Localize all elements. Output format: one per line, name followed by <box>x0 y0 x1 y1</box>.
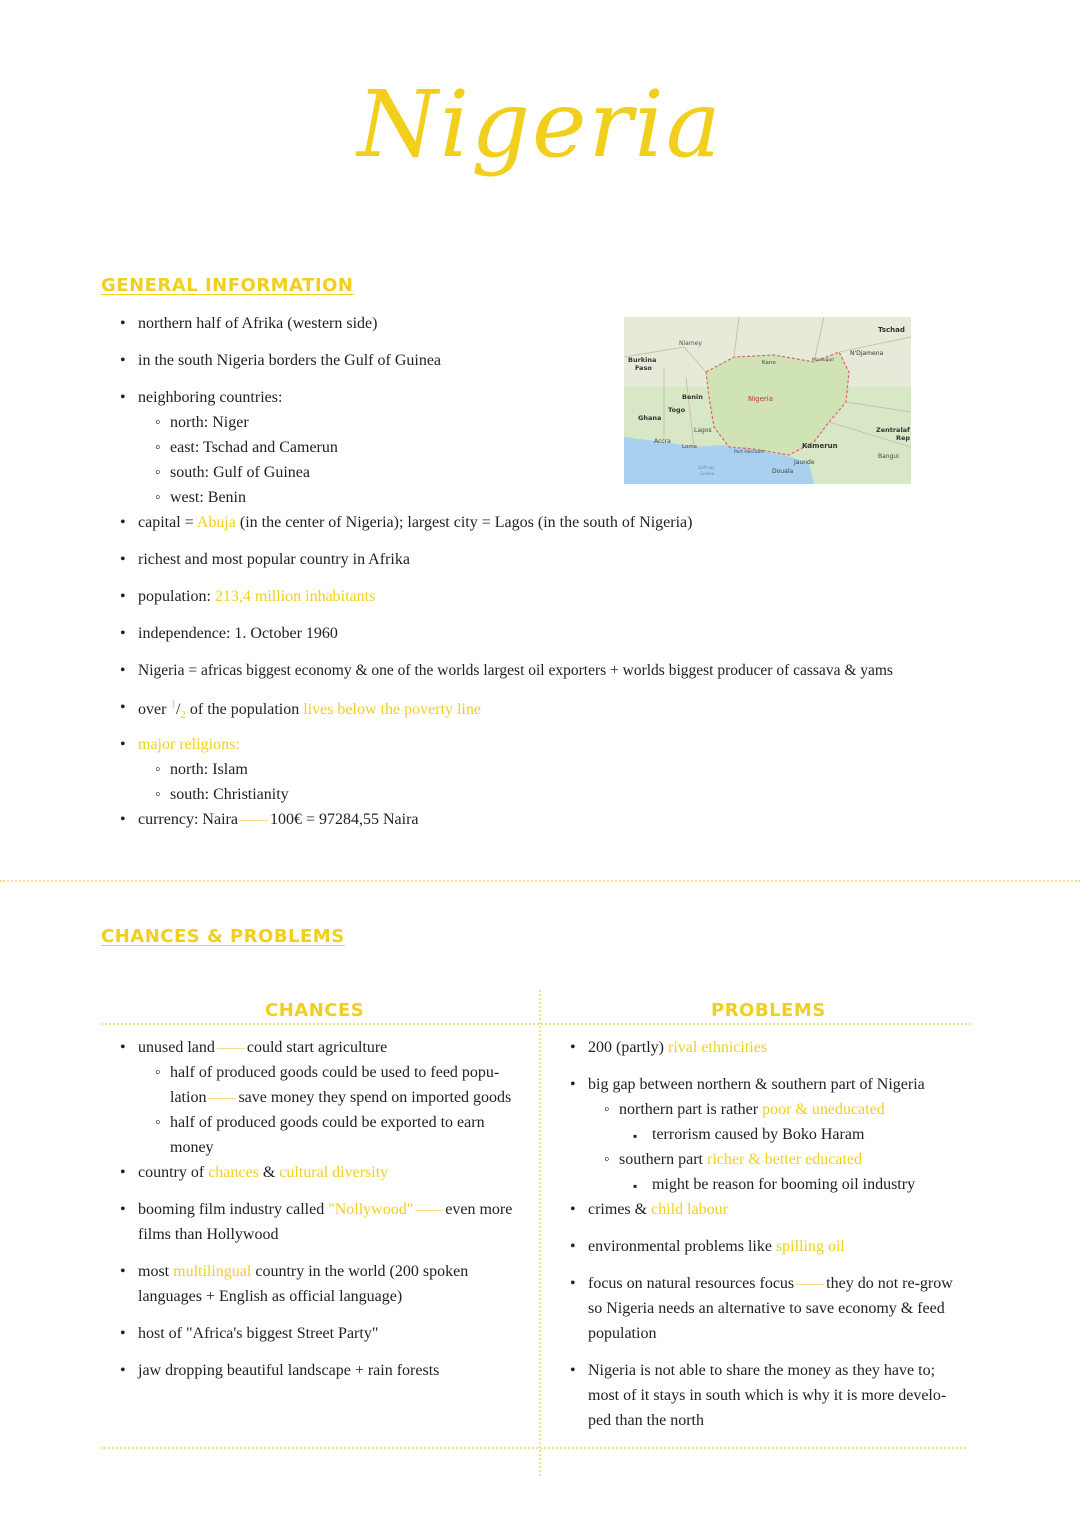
list-item: • jaw dropping beautiful landscape + rain forests <box>120 1362 439 1380</box>
list-item: • crimes & child labour <box>570 1201 728 1219</box>
section-divider <box>0 880 1080 882</box>
column-divider-vertical <box>539 990 541 1476</box>
map-label: Rep <box>896 434 911 442</box>
map-label: Nigeria <box>748 395 774 403</box>
chances-heading: CHANCES <box>265 1000 365 1021</box>
list-item: • unused land could start agriculture <box>120 1039 387 1057</box>
map-label: Niamey <box>679 340 702 347</box>
map-label: Faso <box>635 364 652 372</box>
list-item: • population: 213,4 million inhabitants <box>120 588 375 606</box>
list-item: ▪ might be reason for booming oil industry <box>633 1176 915 1194</box>
map-label: Togo <box>668 406 686 414</box>
column-divider-top <box>101 1023 971 1025</box>
list-item: • neighboring countries: <box>120 389 282 407</box>
page-title: Nigeria <box>357 71 723 178</box>
list-item: ▪ terrorism caused by Boko Haram <box>633 1126 864 1144</box>
list-item: • over $^1/_2$ of the population lives below the poverty line <box>120 699 481 722</box>
map-label: Guinea <box>700 471 715 476</box>
list-item-continuation: films than Hollywood <box>138 1226 279 1243</box>
list-item-continuation: ped than the north <box>588 1412 704 1429</box>
map-label: Burkina <box>628 356 657 364</box>
problems-heading: PROBLEMS <box>711 1000 826 1021</box>
chances-problems-heading: CHANCES & PROBLEMS <box>101 926 345 947</box>
map-label: Kano <box>762 360 776 366</box>
list-item: ◦ southern part richer & better educated <box>604 1151 862 1169</box>
map-label: Jaunde <box>794 459 815 466</box>
list-item: • host of "Africa's biggest Street Party" <box>120 1325 378 1343</box>
map-label: Kamerun <box>802 442 838 450</box>
list-item: • most multilingual country in the world (200 spoken <box>120 1263 468 1281</box>
map-label: Accra <box>654 438 671 445</box>
list-item: • environmental problems like spilling oil <box>570 1238 845 1256</box>
map-label: Benin <box>682 393 703 401</box>
list-item: • booming film industry called "Nollywood" even more <box>120 1201 512 1219</box>
list-item: ◦ east: Tschad and Camerun <box>155 439 338 457</box>
list-item: • richest and most popular country in Afrika <box>120 551 410 569</box>
list-item: • 200 (partly) rival ethnicities <box>570 1039 767 1057</box>
map-label: Bangui <box>878 453 899 460</box>
list-item: • major religions: <box>120 736 240 754</box>
list-item: • country of chances & cultural diversity <box>120 1164 388 1182</box>
map-label: Tschad <box>878 326 905 334</box>
list-item: ◦ west: Benin <box>155 489 246 507</box>
list-item: ◦ northern part is rather poor & uneducated <box>604 1101 885 1119</box>
map-label: N'Djamena <box>850 350 884 357</box>
column-divider-bottom <box>101 1447 966 1449</box>
map-label: Lome <box>682 444 698 450</box>
list-item-continuation: languages + English as official language) <box>138 1288 403 1305</box>
map-label: Ghana <box>638 414 662 422</box>
map-label: Port Harcourt <box>734 450 764 455</box>
list-item: • Nigeria is not able to share the money as they have to; <box>570 1362 935 1380</box>
list-item: • big gap between northern & southern part of Nigeria <box>570 1076 925 1094</box>
list-item: • focus on natural resources focus they do not re-grow <box>570 1275 953 1293</box>
list-item: ◦ half of produced goods could be used to feed popu- <box>155 1064 499 1082</box>
map-label: Golf von <box>698 465 715 470</box>
map-label: Douala <box>772 468 794 475</box>
list-item-continuation: money <box>170 1139 214 1156</box>
list-item: • northern half of Afrika (western side) <box>120 315 377 333</box>
map-label: Lagos <box>694 427 712 434</box>
nigeria-map <box>624 317 911 484</box>
list-item: • capital = Abuja (in the center of Nigeria); largest city = Lagos (in the south of Nigeria) <box>120 514 692 532</box>
map-label: Zentralaf <box>876 426 910 434</box>
list-item: • in the south Nigeria borders the Gulf of Guinea <box>120 352 441 370</box>
list-item: ◦ north: Niger <box>155 414 249 432</box>
list-item: ◦ half of produced goods could be exported to earn <box>155 1114 485 1132</box>
list-item: • independence: 1. October 1960 <box>120 625 338 643</box>
list-item: ◦ south: Christianity <box>155 786 289 804</box>
list-item-continuation: so Nigeria needs an alternative to save economy & feed <box>588 1300 945 1317</box>
list-item-continuation: lation save money they spend on imported goods <box>170 1089 512 1106</box>
map-label: Maiduguri <box>812 358 835 363</box>
list-item-continuation: population <box>588 1325 657 1342</box>
list-item: • currency: Naira 100€ = 97284,55 Naira <box>120 811 419 829</box>
list-item: • Nigeria = africas biggest economy & one of the worlds largest oil exporters + worlds biggest producer of cassava & yams <box>120 662 893 680</box>
list-item-continuation: most of it stays in south which is why it is more develo- <box>588 1387 947 1404</box>
list-item: ◦ north: Islam <box>155 761 248 779</box>
general-information-heading: GENERAL INFORMATION <box>101 275 354 296</box>
list-item: ◦ south: Gulf of Guinea <box>155 464 310 482</box>
